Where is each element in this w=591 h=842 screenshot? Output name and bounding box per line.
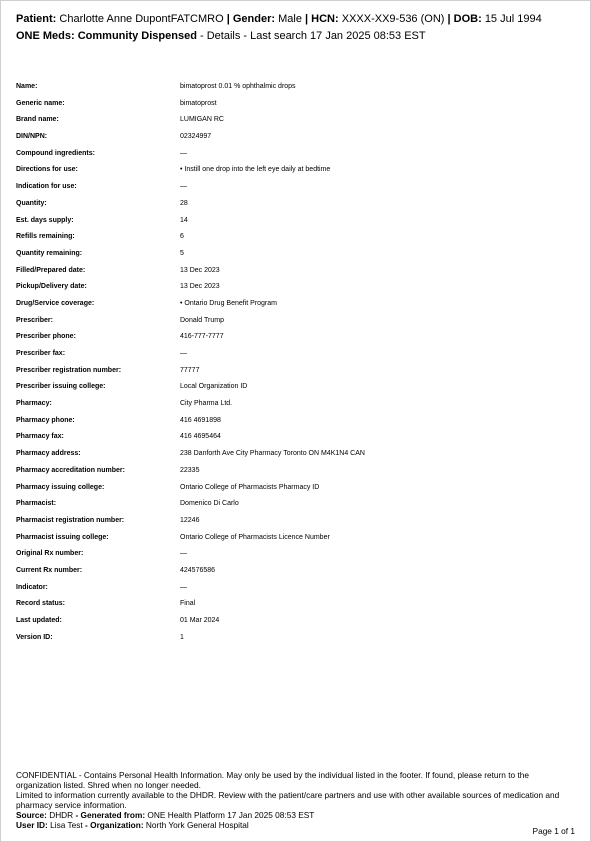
field-row — [16, 299, 576, 316]
field-value: 01 Mar 2024 — [180, 617, 220, 624]
field-row — [16, 349, 576, 366]
field-row — [16, 366, 576, 383]
field-value: 22335 — [180, 466, 200, 474]
field-value: — — [180, 350, 187, 357]
field-label: Original Rx number: — [16, 550, 84, 558]
detail-fields — [16, 82, 576, 649]
hcn-value: XXXX-XX9-536 (ON) — [341, 13, 445, 25]
field-value: 6 — [180, 233, 184, 241]
user-value: Lisa Test — [50, 820, 83, 830]
field-value: City Pharma Ltd. — [180, 400, 233, 408]
document-footer — [16, 770, 576, 830]
field-row — [16, 466, 576, 483]
field-value: 416 4691898 — [180, 416, 221, 424]
field-value: 13 Dec 2023 — [180, 266, 220, 274]
field-row — [16, 266, 576, 283]
field-row — [16, 483, 576, 500]
field-label: Version ID: — [16, 633, 53, 641]
field-value: 13 Dec 2023 — [180, 283, 220, 291]
field-value: Ontario College of Pharmacists Licence Number — [180, 533, 330, 541]
field-value: 02324997 — [180, 133, 212, 141]
field-row — [16, 599, 576, 616]
field-row — [16, 449, 576, 466]
field-label: Pharmacy accreditation number: — [16, 466, 125, 474]
field-value: — — [180, 583, 187, 591]
field-label: Pharmacy address: — [16, 450, 81, 458]
field-row — [16, 115, 576, 132]
separator: | — [226, 13, 230, 25]
patient-name: Charlotte Anne DupontFATCMRO — [59, 13, 224, 25]
field-label: Name: — [16, 83, 38, 90]
field-row — [16, 249, 576, 266]
field-row — [16, 399, 576, 416]
field-value: Ontario College of Pharmacists Pharmacy ID — [180, 483, 320, 491]
field-label: DIN/NPN: — [16, 133, 48, 141]
field-value: 1 — [180, 633, 184, 641]
confidential-notice: CONFIDENTIAL - Contains Personal Health Information. May only be used by the individual listed in the footer. If found, please return to the organization listed. Shred when no longer needed. — [16, 770, 529, 790]
field-label: Generic name: — [16, 99, 65, 107]
separator: | — [447, 13, 451, 25]
org-value: North York General Hospital — [145, 820, 249, 830]
section-subtitle: - Details - Last search 17 Jan 2025 08:53 EST — [199, 30, 426, 42]
field-label: Quantity: — [16, 199, 47, 207]
field-row — [16, 216, 576, 233]
field-row — [16, 332, 576, 349]
page-number: Page 1 of 1 — [532, 826, 575, 836]
generated-label: - Generated from: — [75, 810, 146, 820]
field-label: Pharmacist: — [16, 500, 57, 508]
field-value: LUMIGAN RC — [180, 116, 224, 124]
org-label: - Organization: — [85, 820, 144, 830]
field-label: Pharmacy fax: — [16, 433, 64, 441]
field-value: • Ontario Drug Benefit Program — [180, 299, 277, 307]
field-row — [16, 199, 576, 216]
field-value: 5 — [180, 249, 184, 257]
field-row — [16, 149, 576, 166]
field-label: Prescriber: — [16, 316, 53, 324]
field-row — [16, 516, 576, 533]
patient-label: Patient: — [16, 13, 57, 25]
field-row — [16, 165, 576, 182]
user-label: User ID: — [16, 820, 48, 830]
field-row — [16, 566, 576, 583]
field-label: Refills remaining: — [16, 233, 75, 241]
field-value: bimatoprost — [180, 99, 217, 107]
field-label: Pharmacist registration number: — [16, 516, 125, 524]
field-label: Current Rx number: — [16, 566, 83, 574]
dob-label: DOB: — [453, 13, 482, 25]
field-value: Domenico Di Carlo — [180, 500, 239, 508]
document-header — [16, 12, 576, 44]
field-row — [16, 82, 576, 99]
field-label: Pharmacy issuing college: — [16, 483, 105, 491]
gender-label: Gender: — [232, 13, 276, 25]
field-value: 416-777-7777 — [180, 333, 224, 341]
field-value: — — [180, 550, 187, 558]
field-value: 424576586 — [180, 566, 216, 574]
limited-notice: Limited to information currently available to the DHDR. Review with the patient/care partners and use with other available sources of medication and pharmacy service information. — [16, 790, 560, 810]
source-label: Source: — [16, 810, 47, 820]
field-value: 28 — [180, 199, 188, 207]
hcn-label: HCN: — [311, 13, 339, 25]
field-row — [16, 549, 576, 566]
field-row — [16, 182, 576, 199]
source-value: DHDR — [49, 810, 74, 820]
field-label: Drug/Service coverage: — [16, 299, 95, 307]
field-label: Pickup/Delivery date: — [16, 283, 87, 291]
field-row — [16, 232, 576, 249]
field-value: bimatoprost 0.01 % ophthalmic drops — [180, 83, 296, 90]
section-title: ONE Meds: Community Dispensed — [16, 30, 197, 42]
field-value: — — [180, 149, 187, 157]
field-value: 14 — [180, 216, 188, 224]
separator: | — [305, 13, 309, 25]
field-label: Prescriber fax: — [16, 350, 66, 357]
field-label: Prescriber issuing college: — [16, 383, 106, 391]
field-row — [16, 583, 576, 600]
field-value: 416 4695464 — [180, 433, 221, 441]
field-label: Prescriber phone: — [16, 333, 76, 341]
source-line — [16, 810, 576, 820]
field-row — [16, 132, 576, 149]
field-label: Indicator: — [16, 583, 48, 591]
field-row — [16, 533, 576, 550]
field-label: Directions for use: — [16, 166, 78, 174]
field-row — [16, 416, 576, 433]
field-label: Pharmacy: — [16, 400, 52, 408]
field-label: Pharmacist issuing college: — [16, 533, 109, 541]
field-value: 12246 — [180, 516, 200, 524]
field-row — [16, 382, 576, 399]
field-row — [16, 432, 576, 449]
field-value: 77777 — [180, 366, 200, 374]
field-value: 238 Danforth Ave City Pharmacy Toronto ON M4K1N4 CAN — [180, 450, 365, 458]
field-row — [16, 616, 576, 633]
field-label: Pharmacy phone: — [16, 416, 75, 424]
field-label: Compound ingredients: — [16, 149, 95, 157]
field-label: Brand name: — [16, 116, 59, 124]
field-row — [16, 499, 576, 516]
field-value: Final — [180, 600, 196, 608]
field-row — [16, 282, 576, 299]
field-row — [16, 316, 576, 333]
section-heading — [16, 29, 576, 44]
field-label: Record status: — [16, 600, 66, 608]
field-value: — — [180, 183, 187, 191]
field-row — [16, 99, 576, 116]
generated-value: ONE Health Platform 17 Jan 2025 08:53 EST — [147, 810, 315, 820]
field-label: Last updated: — [16, 617, 62, 624]
field-row — [16, 633, 576, 650]
field-label: Indication for use: — [16, 183, 77, 191]
user-line — [16, 820, 576, 830]
field-label: Prescriber registration number: — [16, 366, 122, 374]
field-label: Filled/Prepared date: — [16, 266, 86, 274]
field-value: • Instill one drop into the left eye daily at bedtime — [180, 166, 331, 174]
field-label: Quantity remaining: — [16, 249, 83, 257]
field-value: Local Organization ID — [180, 383, 248, 391]
patient-banner — [16, 12, 576, 27]
field-label: Est. days supply: — [16, 216, 74, 224]
dob-value: 15 Jul 1994 — [484, 13, 542, 25]
field-value: Donald Trump — [180, 316, 224, 324]
gender-value: Male — [278, 13, 302, 25]
